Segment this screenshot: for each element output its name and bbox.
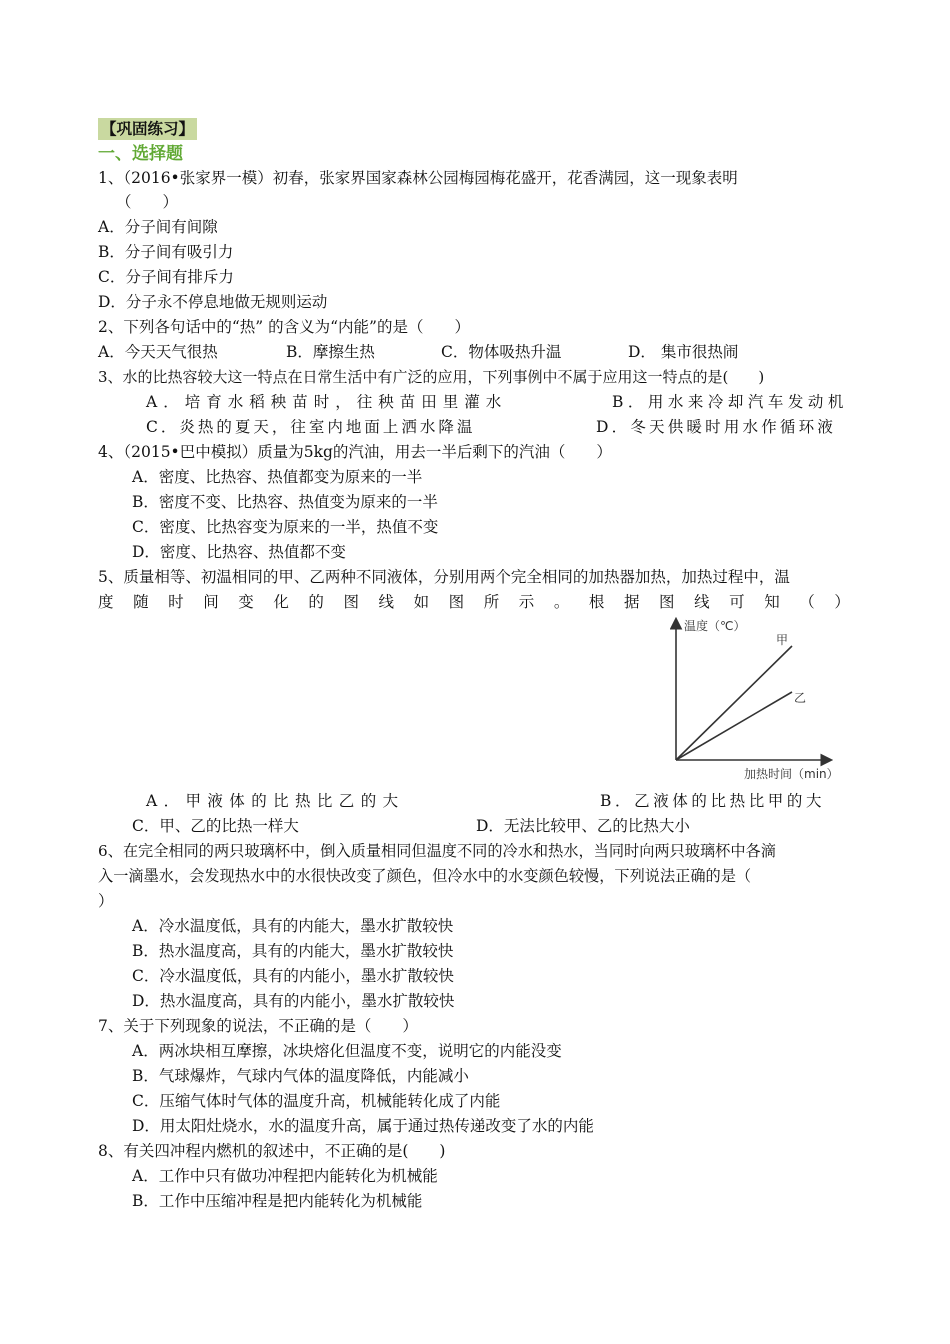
question-5-stem-cont-char: 间 (203, 593, 219, 611)
graph-line-jia-label: 甲 (776, 633, 789, 647)
section-title-multiple-choice: 一、选择题 (98, 144, 183, 164)
graph-x-label: 加热时间（min） (744, 767, 839, 781)
question-7-option-a: A．两冰块相互摩擦，冰块熔化但温度不变，说明它的内能没变 (132, 1042, 562, 1060)
question-5-stem-cont-char: 的 (308, 593, 324, 611)
question-1-option-a: A．分子间有间隙 (98, 218, 218, 236)
question-3-option-a: A．培育水稻秧苗时，往秧苗田里灌水 (146, 393, 508, 411)
question-5-stem-cont-char: （ (799, 593, 815, 611)
question-5-option-c: C．甲、乙的比热一样大 (132, 817, 299, 835)
question-6-option-b: B．热水温度高，具有的内能大，墨水扩散较快 (132, 942, 454, 960)
question-4-option-b: B．密度不变、比热容、热值变为原来的一半 (132, 493, 438, 511)
question-4-option-a: A．密度、比热容、热值都变为原来的一半 (132, 468, 423, 486)
question-8-stem: 8、有关四冲程内燃机的叙述中，不正确的是( ) (98, 1142, 446, 1160)
question-4-option-c: C．密度、比热容变为原来的一半，热值不变 (132, 518, 439, 536)
question-5-stem-cont-char: 时 (168, 593, 184, 611)
question-7-stem: 7、关于下列现象的说法，不正确的是（ ） (98, 1017, 418, 1035)
question-1-option-d: D．分子永不停息地做无规则运动 (98, 293, 328, 311)
question-5-option-b: B．乙液体的比热比甲的大 (600, 792, 826, 810)
question-5-stem-cont-char: 可 (729, 593, 745, 611)
question-1-option-b: B．分子间有吸引力 (98, 243, 234, 261)
question-5-stem-cont-char: 所 (483, 593, 500, 611)
question-5-stem-cont-char: 知 (764, 593, 780, 611)
question-4-option-d: D．密度、比热容、热值都不变 (132, 543, 346, 561)
question-6-stem-line-1: 6、在完全相同的两只玻璃杯中，倒入质量相同但温度不同的冷水和热水，当同时向两只玻璃杯中各滴 (98, 842, 776, 860)
question-1-stem-cont: （ ） (116, 193, 179, 211)
question-5-stem-cont-char: 线 (694, 593, 710, 611)
question-2-option-d: D． 集市很热闹 (628, 343, 739, 361)
question-3-option-b: B．用水来冷却汽车发动机 (612, 393, 848, 411)
question-5-stem-cont-char: 图 (448, 593, 465, 611)
question-2-stem: 2、下列各句话中的“热” 的含义为“内能”的是（ ） (98, 318, 470, 336)
question-2-option-a: A．今天天气很热 (98, 343, 218, 361)
question-6-option-c: C．冷水温度低，具有的内能小，墨水扩散较快 (132, 967, 454, 985)
consolidation-exercise-tag: 【巩固练习】 (98, 118, 197, 140)
question-8-option-a: A．工作中只有做功冲程把内能转化为机械能 (132, 1167, 438, 1185)
question-5-stem-cont-char: 根 (588, 593, 605, 611)
temperature-time-graph (670, 612, 860, 788)
question-5-stem-cont-char: 变 (238, 593, 254, 611)
question-7-option-d: D．用太阳灶烧水，水的温度升高，属于通过热传递改变了水的内能 (132, 1117, 594, 1135)
question-3-option-d: D．冬天供暖时用水作循环液 (596, 418, 837, 436)
question-1-stem (98, 167, 850, 189)
graph-line-yi-label: 乙 (794, 691, 807, 705)
question-5-stem-cont-char: 示 (518, 593, 535, 611)
question-6-stem-line-3: ） (98, 892, 114, 910)
question-6-option-d: D．热水温度高，具有的内能小，墨水扩散较快 (132, 992, 455, 1010)
question-7-option-b: B．气球爆炸，气球内气体的温度降低，内能减小 (132, 1067, 469, 1085)
question-6-stem-line-2: 入一滴墨水，会发现热水中的水很快改变了颜色，但冷水中的水变颜色较慢，下列说法正确的是（ (98, 867, 752, 885)
question-5-stem-cont-char: 随 (133, 593, 149, 611)
question-5-stem-cont-char: ） (834, 593, 850, 611)
question-5-stem-cont-char: 据 (623, 593, 640, 611)
question-5-option-d: D．无法比较甲、乙的比热大小 (476, 817, 690, 835)
question-5-stem-cont-char: 线 (378, 593, 395, 611)
question-4-stem: 4、（2015•巴中模拟）质量为5kg的汽油，用去一半后剩下的汽油（ ） (98, 443, 612, 461)
question-5-stem-cont-char: 图 (343, 593, 359, 611)
graph-y-label: 温度（℃） (684, 619, 746, 633)
question-5-stem-cont (98, 591, 850, 613)
question-2-option-b: B．摩擦生热 (286, 343, 375, 361)
question-5-stem-cont-char: 图 (659, 593, 675, 611)
question-3-stem: 3、水的比热容较大这一特点在日常生活中有广泛的应用，下列事例中不属于应用这一特点的是( ) (98, 368, 765, 386)
question-1-option-c: C．分子间有排斥力 (98, 268, 234, 286)
question-5-stem-cont-char: 。 (553, 593, 570, 611)
question-5-stem-cont-char: 化 (273, 593, 289, 611)
question-5-stem-cont-char: 度 (98, 593, 114, 611)
question-7-option-c: C．压缩气体时气体的温度升高，机械能转化成了内能 (132, 1092, 501, 1110)
question-3-option-c: C．炎热的夏天，往室内地面上洒水降温 (146, 418, 476, 436)
question-5-stem-cont-char: 如 (413, 593, 430, 611)
question-5-option-a: A．甲液体的比热比乙的大 (146, 792, 405, 810)
question-2-option-c: C．物体吸热升温 (441, 343, 562, 361)
question-6-option-a: A．冷水温度低，具有的内能大，墨水扩散较快 (132, 917, 454, 935)
question-1-stem-text: 1、（2016•张家界一模）初春，张家界国家森林公园梅园梅花盛开，花香满园，这一现象表明 (98, 169, 738, 187)
question-8-option-b: B．工作中压缩冲程是把内能转化为机械能 (132, 1192, 423, 1210)
question-5-stem: 5、质量相等、初温相同的甲、乙两种不同液体，分别用两个完全相同的加热器加热，加热过程中，温 (98, 568, 790, 586)
